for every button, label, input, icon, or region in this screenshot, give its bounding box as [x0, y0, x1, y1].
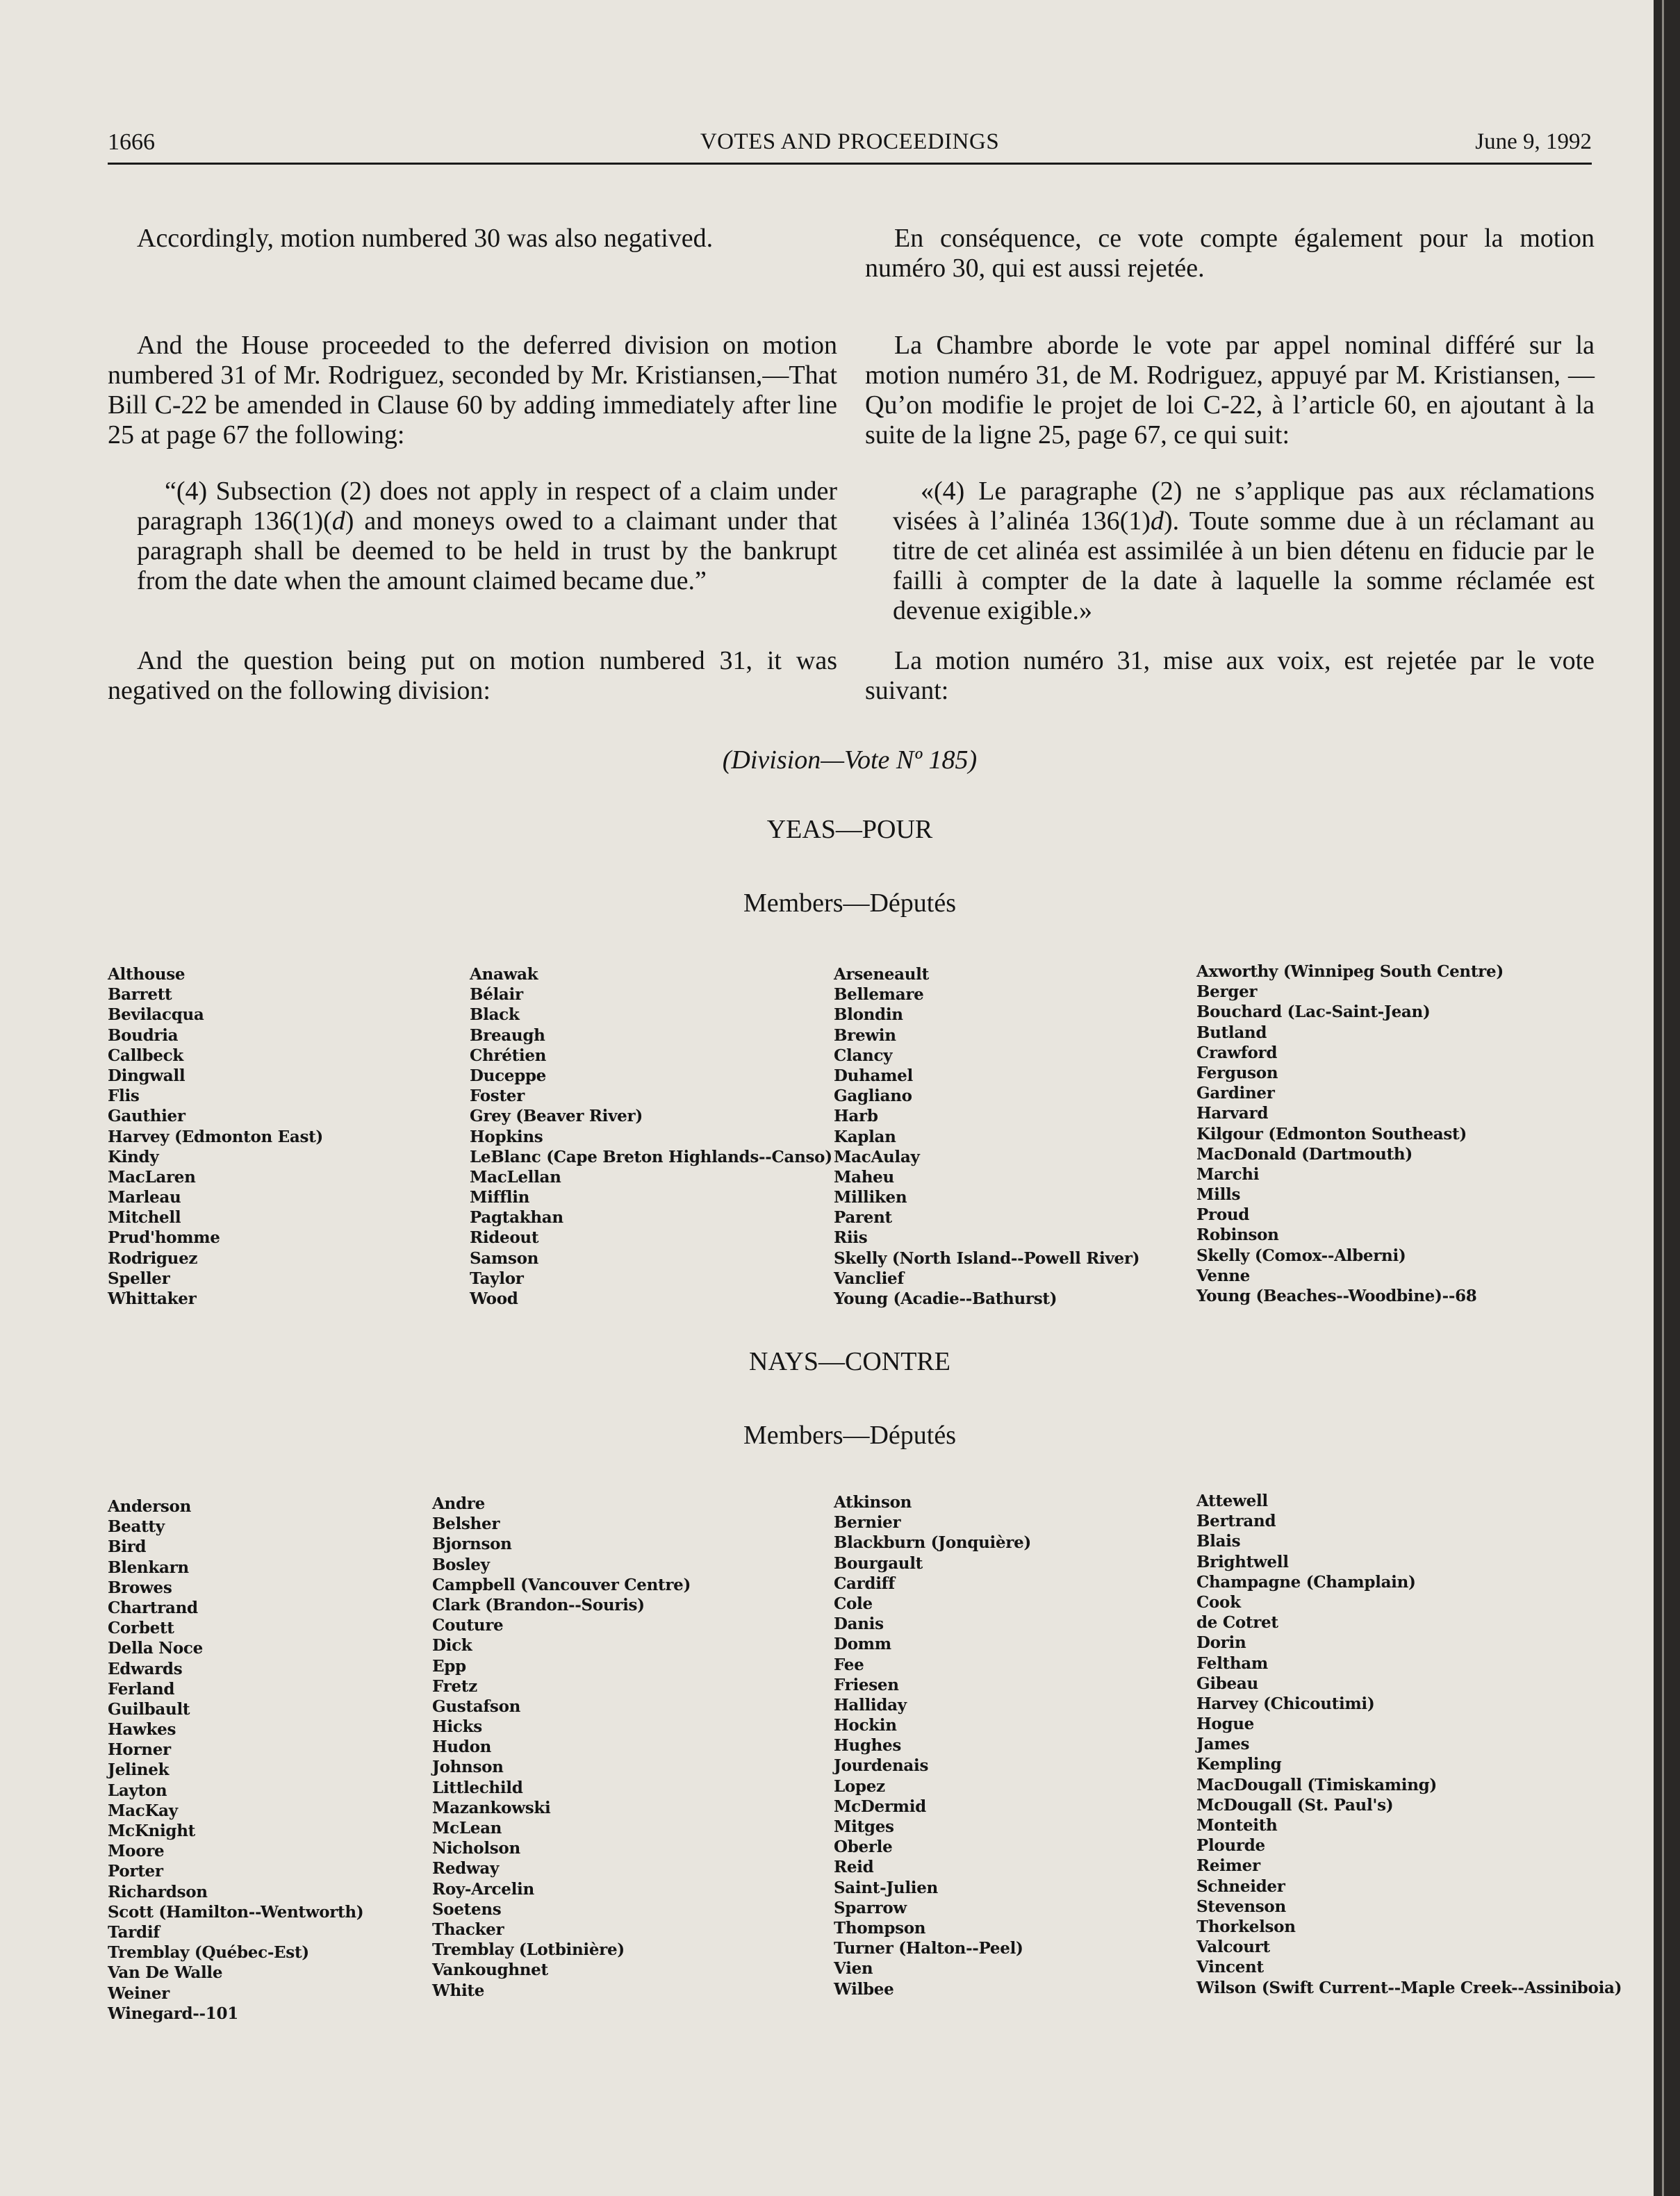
member-name: Young (Acadie--Bathurst) — [834, 1289, 1057, 1308]
member-name: Littlechild — [432, 1778, 523, 1797]
fr-paragraph-3: La motion numéro 31, mise aux voix, est rejetée par le vote suivant: — [865, 646, 1595, 705]
member-name: Nicholson — [432, 1839, 520, 1858]
member-name: Domm — [834, 1635, 891, 1654]
member-name: Hogue — [1196, 1715, 1255, 1734]
member-name: Bertrand — [1196, 1512, 1276, 1531]
member-name: Vanclief — [834, 1269, 904, 1288]
member-name: Dorin — [1196, 1633, 1246, 1653]
yeas-heading: YEAS—POUR — [766, 815, 933, 844]
member-name: Epp — [432, 1656, 466, 1676]
member-name: Black — [470, 1005, 520, 1025]
member-name: Blenkarn — [108, 1558, 189, 1577]
page-header — [108, 129, 1592, 165]
nays-column-3 — [834, 1492, 1031, 1999]
member-name: Rodriguez — [108, 1248, 198, 1268]
member-name: Chrétien — [470, 1046, 547, 1065]
member-name: Van De Walle — [108, 1963, 223, 1983]
fr-quote-italic: d — [1151, 506, 1164, 536]
member-name: Hicks — [432, 1717, 482, 1737]
member-name: Prud'homme — [108, 1228, 220, 1248]
member-name: Harvard — [1196, 1104, 1269, 1123]
member-name: Hudon — [432, 1737, 492, 1757]
fr-paragraph-1: En conséquence, ce vote compte également pour la motion numéro 30, qui est aussi rejetée. — [865, 224, 1595, 283]
member-name: Gibeau — [1196, 1674, 1258, 1693]
page-edge — [1654, 0, 1680, 2196]
member-name: Breaugh — [470, 1025, 545, 1045]
member-name: Clark (Brandon--Souris) — [432, 1595, 645, 1615]
member-name: Oberle — [834, 1838, 893, 1857]
member-name: Hopkins — [470, 1127, 543, 1146]
member-name: Axworthy (Winnipeg South Centre) — [1196, 962, 1504, 981]
member-name: Bellemare — [834, 985, 924, 1005]
member-name: Corbett — [108, 1619, 174, 1638]
member-name: Jourdenais — [834, 1756, 929, 1776]
member-name: Belsher — [432, 1514, 500, 1534]
member-name: Richardson — [108, 1882, 208, 1901]
member-name: Hawkes — [108, 1720, 176, 1740]
member-name: Halliday — [834, 1695, 907, 1715]
member-name: Barrett — [108, 985, 172, 1005]
member-name: Campbell (Vancouver Centre) — [432, 1575, 691, 1594]
member-name: Brightwell — [1196, 1552, 1289, 1571]
member-name: Bourgault — [834, 1553, 923, 1573]
member-name: Clancy — [834, 1046, 893, 1065]
member-name: Browes — [108, 1578, 172, 1597]
journal-date: June 9, 1992 — [1475, 129, 1592, 154]
fr-quote — [893, 477, 1595, 626]
page-number: 1666 — [108, 129, 155, 155]
member-name: Duceppe — [470, 1066, 547, 1085]
member-name: Mifflin — [470, 1188, 530, 1207]
member-name: Friesen — [834, 1675, 899, 1694]
member-name: Plourde — [1196, 1836, 1265, 1856]
member-name: Beatty — [108, 1517, 165, 1537]
member-name: Ferguson — [1196, 1063, 1278, 1082]
member-name: de Cotret — [1196, 1613, 1278, 1633]
member-name: Andre — [432, 1494, 485, 1513]
member-name: Couture — [432, 1616, 504, 1635]
member-name: Gustafson — [432, 1696, 521, 1716]
member-name: Guilbault — [108, 1699, 190, 1719]
member-name: Harb — [834, 1107, 878, 1126]
member-name: Bosley — [432, 1555, 490, 1574]
member-name: Jelinek — [108, 1760, 170, 1780]
member-name: Kaplan — [834, 1127, 896, 1146]
en-quote — [137, 477, 837, 596]
member-name: MacKay — [108, 1801, 178, 1820]
member-name: Reimer — [1196, 1856, 1260, 1876]
member-name: Kindy — [108, 1147, 159, 1166]
yeas-column-3 — [834, 964, 1139, 1309]
member-name: Vien — [834, 1959, 873, 1979]
member-name: Kempling — [1196, 1755, 1282, 1774]
member-name: Tremblay (Québec-Est) — [108, 1943, 309, 1963]
member-name: Bird — [108, 1537, 147, 1557]
member-name: Skelly (Comox--Alberni) — [1196, 1246, 1406, 1265]
member-name: Cook — [1196, 1592, 1241, 1612]
member-name: Marleau — [108, 1188, 181, 1207]
member-name: McKnight — [108, 1822, 195, 1840]
member-name: Cole — [834, 1594, 873, 1613]
member-name: Johnson — [432, 1758, 504, 1777]
member-name: Marchi — [1196, 1164, 1260, 1184]
member-name: Blais — [1196, 1532, 1241, 1551]
member-name: MacDougall (Timiskaming) — [1196, 1775, 1437, 1794]
member-name: Horner — [108, 1740, 171, 1760]
member-name: Layton — [108, 1781, 167, 1800]
member-name: Fretz — [432, 1676, 477, 1696]
member-name: White — [432, 1981, 485, 2000]
en-quote-italic: d — [331, 506, 345, 536]
member-name: Schneider — [1196, 1876, 1285, 1896]
member-name: Grey (Beaver River) — [470, 1107, 643, 1126]
member-name: Parent — [834, 1208, 892, 1228]
division-number: (Division—Vote Nº 185) — [722, 745, 978, 775]
member-name: Blondin — [834, 1005, 903, 1025]
member-name: Flis — [108, 1087, 140, 1106]
member-name: Dingwall — [108, 1066, 186, 1085]
en-paragraph-2: And the House proceeded to the deferred division on motion numbered 31 of Mr. Rodriguez, seconded by Mr. Kristiansen,—That Bill C-22 be amended in Clause 60 by adding immediately after line 25 at page 67 the following: — [108, 331, 837, 449]
member-name: Whittaker — [108, 1289, 197, 1308]
member-name: Blackburn (Jonquière) — [834, 1533, 1032, 1553]
member-name: Soetens — [432, 1899, 502, 1919]
member-name: Harvey (Chicoutimi) — [1196, 1694, 1375, 1713]
member-name: Bélair — [470, 985, 523, 1005]
member-name: Kilgour (Edmonton Southeast) — [1196, 1124, 1467, 1144]
member-name: Roy-Arcelin — [432, 1879, 534, 1899]
member-name: Wood — [470, 1289, 518, 1308]
member-name: Anawak — [470, 965, 538, 984]
page-edge-line — [1662, 0, 1664, 2196]
member-name: Attewell — [1196, 1492, 1268, 1510]
member-name: Bevilacqua — [108, 1005, 204, 1025]
member-name: Stevenson — [1196, 1897, 1286, 1916]
member-name: McDermid — [834, 1797, 926, 1816]
member-name: Valcourt — [1196, 1938, 1270, 1957]
member-name: Tardif — [108, 1922, 160, 1942]
yeas-column-4 — [1196, 961, 1504, 1306]
member-name: McDougall (St. Paul's) — [1196, 1795, 1394, 1815]
yeas-subheading: Members—Députés — [743, 889, 957, 918]
member-name: Butland — [1196, 1023, 1267, 1042]
member-name: Mills — [1196, 1185, 1241, 1205]
fr-paragraph-2: La Chambre aborde le vote par appel nominal différé sur la motion numéro 31, de M. Rodriguez, appuyé par M. Kristiansen, —Qu’on modifie le projet de loi C-22, à l’article 60, en ajoutant à la suite de la ligne 25, page 67, ce qui suit: — [865, 331, 1595, 449]
member-name: Bjornson — [432, 1535, 512, 1554]
member-name: Monteith — [1196, 1816, 1278, 1835]
member-name: Feltham — [1196, 1653, 1268, 1673]
member-name: Lopez — [834, 1776, 885, 1796]
member-name: Samson — [470, 1248, 539, 1268]
journal-title: VOTES AND PROCEEDINGS — [700, 129, 1000, 154]
member-name: Anderson — [108, 1497, 192, 1516]
member-name: Arseneault — [834, 965, 929, 984]
member-name: Maheu — [834, 1167, 894, 1187]
member-name: McLean — [432, 1819, 502, 1838]
member-name: Porter — [108, 1862, 163, 1881]
member-name: Danis — [834, 1615, 884, 1634]
en-paragraph-1: Accordingly, motion numbered 30 was also negatived. — [137, 224, 714, 253]
member-name: Chartrand — [108, 1598, 198, 1617]
member-name: Thorkelson — [1196, 1917, 1296, 1936]
member-name: Bernier — [834, 1513, 901, 1533]
member-name: Tremblay (Lotbinière) — [432, 1940, 625, 1960]
member-name: Champagne (Champlain) — [1196, 1572, 1416, 1592]
member-name: Speller — [108, 1269, 170, 1288]
nays-column-4 — [1196, 1491, 1622, 1998]
fr-quote-part-1: «(4) Le paragraphe (2) ne s’applique pas aux réclamations visées à l’alinéa 136(1) — [893, 477, 1595, 536]
en-paragraph-3: And the question being put on motion numbered 31, it was negatived on the following division: — [108, 646, 837, 705]
member-name: Mitges — [834, 1817, 894, 1836]
en-quote-part-2: ) and moneys owed to a claimant under that paragraph shall be deemed to be held in trust by the bankrupt from the date when the amount claimed became due.” — [137, 506, 837, 595]
member-name: MacLellan — [470, 1167, 561, 1187]
nays-subheading: Members—Députés — [743, 1421, 957, 1450]
member-name: MacAulay — [834, 1147, 920, 1166]
member-name: Callbeck — [108, 1046, 183, 1065]
member-name: Atkinson — [834, 1493, 912, 1512]
member-name: Boudria — [108, 1025, 179, 1045]
nays-column-2 — [432, 1494, 691, 2001]
member-name: Wilson (Swift Current--Maple Creek--Assiniboia) — [1196, 1978, 1622, 1997]
member-name: Vincent — [1196, 1958, 1264, 1977]
member-name: Robinson — [1196, 1225, 1279, 1245]
member-name: Edwards — [108, 1659, 183, 1678]
member-name: Venne — [1196, 1266, 1250, 1285]
member-name: Reid — [834, 1858, 874, 1877]
member-name: Wilbee — [834, 1979, 894, 1999]
member-name: Althouse — [108, 965, 186, 984]
member-name: Ferland — [108, 1679, 175, 1699]
member-name: Hockin — [834, 1716, 897, 1735]
member-name: Gauthier — [108, 1107, 186, 1126]
member-name: Crawford — [1196, 1043, 1278, 1062]
member-name: Mitchell — [108, 1208, 181, 1228]
member-name: Della Noce — [108, 1639, 203, 1658]
member-name: Foster — [470, 1087, 525, 1106]
member-name: Riis — [834, 1228, 868, 1248]
member-name: Moore — [108, 1842, 165, 1861]
member-name: Proud — [1196, 1205, 1250, 1225]
nays-column-1 — [108, 1496, 363, 2024]
member-name: Fee — [834, 1655, 864, 1674]
member-name: MacDonald (Dartmouth) — [1196, 1144, 1413, 1164]
member-name: Berger — [1196, 982, 1258, 1002]
member-name: Brewin — [834, 1025, 896, 1045]
member-name: Gagliano — [834, 1087, 912, 1106]
member-name: Dick — [432, 1636, 472, 1656]
member-name: Saint-Julien — [834, 1878, 938, 1897]
yeas-column-1 — [108, 964, 323, 1309]
member-name: Bouchard (Lac-Saint-Jean) — [1196, 1002, 1431, 1022]
member-name: Scott (Hamilton--Wentworth) — [108, 1902, 364, 1922]
member-name: Mazankowski — [432, 1798, 551, 1817]
member-name: Taylor — [470, 1269, 524, 1288]
member-name: Harvey (Edmonton East) — [108, 1127, 323, 1146]
member-name: Weiner — [108, 1983, 170, 2003]
member-name: LeBlanc (Cape Breton Highlands--Canso) — [470, 1147, 832, 1166]
member-name: Duhamel — [834, 1066, 913, 1085]
member-name: MacLaren — [108, 1167, 196, 1187]
member-name: Young (Beaches--Woodbine)--68 — [1196, 1287, 1477, 1305]
member-name: Milliken — [834, 1188, 907, 1207]
member-name: Redway — [432, 1859, 500, 1879]
member-name: Gardiner — [1196, 1084, 1275, 1103]
member-name: Hughes — [834, 1736, 902, 1756]
member-name: Vankoughnet — [432, 1960, 548, 1980]
member-name: James — [1196, 1735, 1250, 1754]
member-name: Rideout — [470, 1228, 539, 1248]
member-name: Thacker — [432, 1920, 504, 1939]
member-name: Winegard--101 — [108, 2004, 238, 2023]
nays-heading: NAYS—CONTRE — [749, 1347, 950, 1376]
member-name: Sparrow — [834, 1898, 907, 1917]
member-name: Turner (Halton--Peel) — [834, 1939, 1023, 1958]
yeas-column-2 — [470, 964, 832, 1309]
member-name: Skelly (North Island--Powell River) — [834, 1248, 1140, 1268]
member-name: Thompson — [834, 1918, 926, 1938]
member-name: Pagtakhan — [470, 1208, 563, 1228]
fr-quote-part-2: ). Toute somme due à un réclamant au titre de cet alinéa est assimilée à un bien détenu en fiducie par le failli à compter de la date à laquelle la somme réclamée est devenue exigible.» — [893, 506, 1595, 625]
member-name: Cardiff — [834, 1574, 895, 1593]
en-quote-part-1: “(4) Subsection (2) does not apply in respect of a claim under paragraph 136(1)( — [137, 477, 837, 536]
